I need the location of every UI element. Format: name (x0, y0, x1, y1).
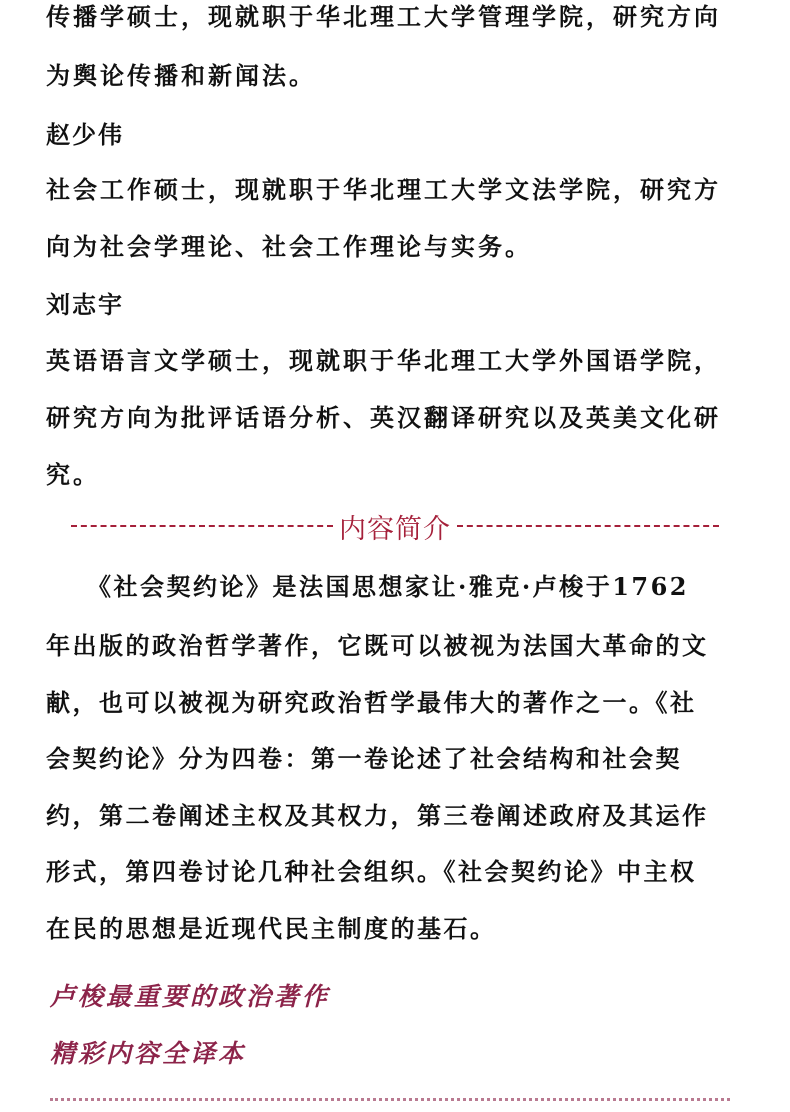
section-divider (0, 506, 790, 546)
summary-line-6: 形式，第四卷讨论几种社会组织。《社会契约论》中主权 (46, 857, 697, 886)
bio-3-line-3: 究。 (46, 460, 100, 489)
highlight-item-1: 卢梭最重要的政治著作 (50, 982, 331, 1011)
bio-2-line-1: 社会工作硕士，现就职于华北理工大学文法学院，研究方 (46, 175, 721, 204)
summary-line-1: 《社会契约论》是法国思想家让·雅克·卢梭于1762 (46, 572, 690, 601)
bio-3-line-1: 英语语言文学硕士，现就职于华北理工大学外国语学院， (46, 346, 721, 375)
bio-2-line-2: 向为社会学理论、社会工作理论与实务。 (46, 232, 532, 261)
summary-line-7: 在民的思想是近现代民主制度的基石。 (46, 914, 497, 943)
divider-dash-left (71, 525, 333, 527)
author-name-zhao: 赵少伟 (46, 120, 124, 149)
author-name-liu: 刘志宇 (46, 290, 124, 319)
summary-line-2: 年出版的政治哲学著作，它既可以被视为法国大革命的文 (46, 631, 709, 660)
summary-line-4: 会契约论》分为四卷：第一卷论述了社会结构和社会契 (46, 744, 682, 773)
summary-line-5: 约，第二卷阐述主权及其权力，第三卷阐述政府及其运作 (46, 801, 709, 830)
bio-1-line-2: 为舆论传播和新闻法。 (46, 61, 316, 90)
divider-dash-right (457, 525, 719, 527)
cutoff-next-line (50, 1082, 750, 1112)
section-title: 内容简介 (339, 513, 451, 545)
summary-line-3: 献，也可以被视为研究政治哲学最伟大的著作之一。《社 (46, 688, 697, 717)
bio-3-line-2: 研究方向为批评话语分析、英汉翻译研究以及英美文化研 (46, 403, 721, 432)
bio-1-line-1: 传播学硕士，现就职于华北理工大学管理学院，研究方向 (46, 2, 721, 31)
highlight-item-2: 精彩内容全译本 (50, 1039, 247, 1068)
